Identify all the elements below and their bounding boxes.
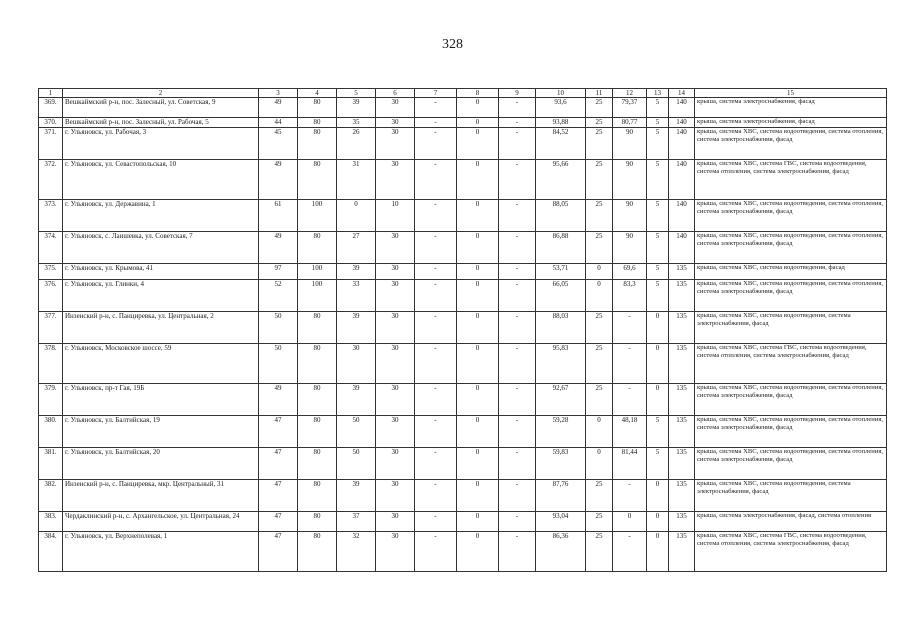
value-cell: 26 xyxy=(337,128,376,160)
value-cell: 135 xyxy=(669,312,695,344)
value-cell: 0 xyxy=(457,264,499,280)
value-cell: 10 xyxy=(376,200,415,232)
column-header-1: 1 xyxy=(39,89,63,98)
value-cell: 5 xyxy=(647,448,669,480)
value-cell: - xyxy=(499,532,536,572)
value-cell: 135 xyxy=(669,344,695,384)
value-cell: 86,36 xyxy=(536,532,586,572)
value-cell: 90 xyxy=(613,160,647,200)
value-cell: 90 xyxy=(613,128,647,160)
column-header-9: 9 xyxy=(499,89,536,98)
value-cell: 30 xyxy=(376,98,415,118)
value-cell: 0 xyxy=(457,532,499,572)
address-cell: г. Ульяновск, ул. Балтийская, 19 xyxy=(63,416,259,448)
value-cell: 44 xyxy=(259,118,298,128)
value-cell: 0 xyxy=(457,384,499,416)
works-cell: крыша, система электроснабжения, фасад xyxy=(695,118,887,128)
table-row xyxy=(39,264,887,280)
row-number: 369. xyxy=(39,98,63,118)
value-cell: 30 xyxy=(376,160,415,200)
value-cell: 88,03 xyxy=(536,312,586,344)
value-cell: 0 xyxy=(647,384,669,416)
table-row xyxy=(39,98,887,118)
value-cell: - xyxy=(499,312,536,344)
value-cell: 49 xyxy=(259,98,298,118)
table-row xyxy=(39,312,887,344)
works-cell: крыша, система ХВС, система водоотведения, система отопления, система электроснабжения, фасад xyxy=(695,448,887,480)
table-row xyxy=(39,480,887,512)
value-cell: 80 xyxy=(298,312,337,344)
address-cell: г. Ульяновск, ул. Рабочая, 3 xyxy=(63,128,259,160)
table-row xyxy=(39,118,887,128)
value-cell: 87,76 xyxy=(536,480,586,512)
value-cell: 86,88 xyxy=(536,232,586,264)
address-cell: г. Ульяновск, Московское шоссе, 59 xyxy=(63,344,259,384)
row-number: 384. xyxy=(39,532,63,572)
value-cell: 80 xyxy=(298,232,337,264)
address-cell: г. Ульяновск, ул. Державина, 1 xyxy=(63,200,259,232)
table-row xyxy=(39,128,887,160)
value-cell: 0 xyxy=(457,232,499,264)
value-cell: 61 xyxy=(259,200,298,232)
address-cell: г. Ульяновск, ул. Севастопольская, 10 xyxy=(63,160,259,200)
value-cell: - xyxy=(499,200,536,232)
works-cell: крыша, система ХВС, система водоотведения, система отопления, система электроснабжения, фасад xyxy=(695,232,887,264)
value-cell: - xyxy=(415,312,457,344)
table-row xyxy=(39,416,887,448)
value-cell: 25 xyxy=(586,118,613,128)
value-cell: 59,28 xyxy=(536,416,586,448)
address-cell: Вешкаймский р-н, пос. Залесный, ул. Советская, 9 xyxy=(63,98,259,118)
value-cell: 80 xyxy=(298,118,337,128)
value-cell: 30 xyxy=(376,264,415,280)
address-cell: Инзенский р-н, с. Панциревка, ул. Центральная, 2 xyxy=(63,312,259,344)
value-cell: 80 xyxy=(298,448,337,480)
value-cell: 30 xyxy=(376,480,415,512)
value-cell: 49 xyxy=(259,160,298,200)
value-cell: 90 xyxy=(613,200,647,232)
column-header-4: 4 xyxy=(298,89,337,98)
column-header-12: 12 xyxy=(613,89,647,98)
value-cell: 0 xyxy=(586,416,613,448)
column-header-7: 7 xyxy=(415,89,457,98)
value-cell: 95,66 xyxy=(536,160,586,200)
address-cell: Вешкаймский р-н, пос. Залесный, ул. Рабочая, 5 xyxy=(63,118,259,128)
header-row xyxy=(39,89,887,98)
row-number: 370. xyxy=(39,118,63,128)
value-cell: 0 xyxy=(586,448,613,480)
value-cell: 140 xyxy=(669,128,695,160)
value-cell: 25 xyxy=(586,532,613,572)
value-cell: - xyxy=(613,480,647,512)
value-cell: 135 xyxy=(669,384,695,416)
value-cell: 0 xyxy=(647,532,669,572)
value-cell: 80 xyxy=(298,480,337,512)
value-cell: 25 xyxy=(586,512,613,532)
value-cell: 80 xyxy=(298,512,337,532)
value-cell: 0 xyxy=(457,416,499,448)
address-cell: г. Ульяновск, ул. Крымова, 41 xyxy=(63,264,259,280)
value-cell: 25 xyxy=(586,200,613,232)
value-cell: 30 xyxy=(376,416,415,448)
value-cell: 0 xyxy=(457,512,499,532)
value-cell: 30 xyxy=(376,344,415,384)
value-cell: - xyxy=(415,200,457,232)
value-cell: 30 xyxy=(376,448,415,480)
value-cell: 5 xyxy=(647,232,669,264)
column-header-15: 15 xyxy=(695,89,887,98)
value-cell: 25 xyxy=(586,344,613,384)
value-cell: - xyxy=(499,160,536,200)
value-cell: 100 xyxy=(298,280,337,312)
value-cell: 25 xyxy=(586,480,613,512)
value-cell: - xyxy=(415,232,457,264)
value-cell: 97 xyxy=(259,264,298,280)
value-cell: 37 xyxy=(337,512,376,532)
value-cell: 30 xyxy=(376,118,415,128)
address-cell: г. Ульяновск, ул. Глинки, 4 xyxy=(63,280,259,312)
value-cell: 93,88 xyxy=(536,118,586,128)
value-cell: 50 xyxy=(337,448,376,480)
works-cell: крыша, система электроснабжения, фасад, система отопления xyxy=(695,512,887,532)
value-cell: 30 xyxy=(376,512,415,532)
value-cell: 0 xyxy=(647,512,669,532)
works-cell: крыша, система ХВС, система водоотведения, система отопления, система электроснабжения, фасад xyxy=(695,280,887,312)
value-cell: - xyxy=(415,384,457,416)
row-number: 380. xyxy=(39,416,63,448)
value-cell: - xyxy=(415,128,457,160)
works-cell: крыша, система ХВС, система водоотведения, фасад xyxy=(695,264,887,280)
table-row xyxy=(39,344,887,384)
value-cell: - xyxy=(415,160,457,200)
row-number: 376. xyxy=(39,280,63,312)
value-cell: 25 xyxy=(586,312,613,344)
row-number: 379. xyxy=(39,384,63,416)
table-row xyxy=(39,384,887,416)
table-row xyxy=(39,448,887,480)
value-cell: 93,6 xyxy=(536,98,586,118)
value-cell: 140 xyxy=(669,200,695,232)
value-cell: 47 xyxy=(259,480,298,512)
value-cell: 5 xyxy=(647,416,669,448)
address-cell: Чердаклинский р-н, с. Архангельское, ул. Центральная, 24 xyxy=(63,512,259,532)
value-cell: 47 xyxy=(259,532,298,572)
value-cell: 30 xyxy=(376,128,415,160)
value-cell: - xyxy=(613,532,647,572)
value-cell: - xyxy=(499,128,536,160)
works-cell: крыша, система электроснабжения, фасад xyxy=(695,98,887,118)
value-cell: 0 xyxy=(457,98,499,118)
value-cell: 39 xyxy=(337,264,376,280)
works-cell: крыша, система ХВС, система водоотведения, система отопления, система электроснабжения, фасад xyxy=(695,200,887,232)
table-body xyxy=(39,89,887,572)
value-cell: - xyxy=(415,344,457,384)
value-cell: 25 xyxy=(586,384,613,416)
value-cell: - xyxy=(415,416,457,448)
value-cell: 30 xyxy=(376,532,415,572)
column-header-3: 3 xyxy=(259,89,298,98)
value-cell: 135 xyxy=(669,480,695,512)
value-cell: 5 xyxy=(647,200,669,232)
value-cell: - xyxy=(415,448,457,480)
value-cell: 88,05 xyxy=(536,200,586,232)
value-cell: - xyxy=(499,280,536,312)
row-number: 381. xyxy=(39,448,63,480)
value-cell: 52 xyxy=(259,280,298,312)
value-cell: 30 xyxy=(376,312,415,344)
column-header-2: 2 xyxy=(63,89,259,98)
value-cell: - xyxy=(499,384,536,416)
value-cell: - xyxy=(415,280,457,312)
address-cell: г. Ульяновск, пр-т Гая, 19Б xyxy=(63,384,259,416)
value-cell: - xyxy=(499,232,536,264)
table-row xyxy=(39,280,887,312)
value-cell: 50 xyxy=(259,312,298,344)
value-cell: 80 xyxy=(298,344,337,384)
value-cell: 135 xyxy=(669,532,695,572)
value-cell: 140 xyxy=(669,98,695,118)
value-cell: 30 xyxy=(337,344,376,384)
value-cell: - xyxy=(415,480,457,512)
value-cell: - xyxy=(613,384,647,416)
value-cell: 39 xyxy=(337,98,376,118)
value-cell: 0 xyxy=(457,448,499,480)
value-cell: 100 xyxy=(298,200,337,232)
value-cell: 32 xyxy=(337,532,376,572)
value-cell: 140 xyxy=(669,160,695,200)
value-cell: 0 xyxy=(647,312,669,344)
value-cell: 135 xyxy=(669,416,695,448)
value-cell: 92,67 xyxy=(536,384,586,416)
value-cell: - xyxy=(499,480,536,512)
value-cell: 0 xyxy=(457,200,499,232)
value-cell: 80 xyxy=(298,416,337,448)
address-cell: г. Ульяновск, ул. Балтийская, 20 xyxy=(63,448,259,480)
works-cell: крыша, система ХВС, система ГВС, система водоотведения, система отопления, система электроснабжения, фасад xyxy=(695,532,887,572)
value-cell: 0 xyxy=(457,280,499,312)
value-cell: 0 xyxy=(457,118,499,128)
value-cell: 83,3 xyxy=(613,280,647,312)
value-cell: 25 xyxy=(586,232,613,264)
value-cell: 135 xyxy=(669,512,695,532)
value-cell: 39 xyxy=(337,312,376,344)
value-cell: 53,71 xyxy=(536,264,586,280)
column-header-11: 11 xyxy=(586,89,613,98)
table-row xyxy=(39,532,887,572)
value-cell: 45 xyxy=(259,128,298,160)
column-header-10: 10 xyxy=(536,89,586,98)
value-cell: - xyxy=(613,344,647,384)
row-number: 383. xyxy=(39,512,63,532)
value-cell: 0 xyxy=(613,512,647,532)
register-table xyxy=(38,88,887,572)
value-cell: 0 xyxy=(457,128,499,160)
value-cell: - xyxy=(613,312,647,344)
value-cell: 0 xyxy=(586,280,613,312)
works-cell: крыша, система ХВС, система ГВС, система водоотведения, система отопления, система электроснабжения, фасад xyxy=(695,160,887,200)
value-cell: 47 xyxy=(259,448,298,480)
value-cell: - xyxy=(499,512,536,532)
value-cell: 135 xyxy=(669,280,695,312)
row-number: 378. xyxy=(39,344,63,384)
value-cell: 49 xyxy=(259,232,298,264)
value-cell: 84,52 xyxy=(536,128,586,160)
value-cell: 80 xyxy=(298,384,337,416)
value-cell: 79,37 xyxy=(613,98,647,118)
value-cell: 5 xyxy=(647,98,669,118)
value-cell: 33 xyxy=(337,280,376,312)
value-cell: 140 xyxy=(669,118,695,128)
value-cell: 35 xyxy=(337,118,376,128)
value-cell: 0 xyxy=(647,344,669,384)
value-cell: - xyxy=(499,344,536,384)
value-cell: 80 xyxy=(298,160,337,200)
value-cell: 80,77 xyxy=(613,118,647,128)
table-row xyxy=(39,160,887,200)
value-cell: 95,83 xyxy=(536,344,586,384)
value-cell: 5 xyxy=(647,160,669,200)
row-number: 375. xyxy=(39,264,63,280)
value-cell: 80 xyxy=(298,128,337,160)
value-cell: 30 xyxy=(376,384,415,416)
value-cell: 30 xyxy=(376,280,415,312)
value-cell: 49 xyxy=(259,384,298,416)
works-cell: крыша, система ХВС, система водоотведения, система отопления, система электроснабжения, фасад xyxy=(695,384,887,416)
address-cell: Инзенский р-н, с. Панциревка, мкр. Центральный, 31 xyxy=(63,480,259,512)
value-cell: - xyxy=(415,264,457,280)
column-header-14: 14 xyxy=(669,89,695,98)
value-cell: 59,83 xyxy=(536,448,586,480)
row-number: 373. xyxy=(39,200,63,232)
value-cell: - xyxy=(499,264,536,280)
column-header-6: 6 xyxy=(376,89,415,98)
value-cell: 135 xyxy=(669,264,695,280)
value-cell: 39 xyxy=(337,384,376,416)
value-cell: - xyxy=(499,416,536,448)
value-cell: 39 xyxy=(337,480,376,512)
value-cell: 80 xyxy=(298,98,337,118)
value-cell: 0 xyxy=(457,160,499,200)
works-cell: крыша, система ХВС, система водоотведения, система отопления, система электроснабжения, фасад xyxy=(695,416,887,448)
value-cell: 0 xyxy=(457,312,499,344)
value-cell: 0 xyxy=(337,200,376,232)
value-cell: 0 xyxy=(647,480,669,512)
value-cell: 81,44 xyxy=(613,448,647,480)
value-cell: 5 xyxy=(647,264,669,280)
address-cell: г. Ульяновск, с. Лаишевка, ул. Советская, 7 xyxy=(63,232,259,264)
value-cell: 5 xyxy=(647,128,669,160)
value-cell: 69,6 xyxy=(613,264,647,280)
value-cell: 93,04 xyxy=(536,512,586,532)
value-cell: 5 xyxy=(647,280,669,312)
table-row xyxy=(39,232,887,264)
address-cell: г. Ульяновск, ул. Верхнеполевая, 1 xyxy=(63,532,259,572)
value-cell: 25 xyxy=(586,128,613,160)
value-cell: 50 xyxy=(259,344,298,384)
value-cell: 25 xyxy=(586,160,613,200)
value-cell: 100 xyxy=(298,264,337,280)
value-cell: 27 xyxy=(337,232,376,264)
table-row xyxy=(39,200,887,232)
value-cell: 66,05 xyxy=(536,280,586,312)
row-number: 374. xyxy=(39,232,63,264)
column-header-5: 5 xyxy=(337,89,376,98)
value-cell: - xyxy=(415,532,457,572)
row-number: 372. xyxy=(39,160,63,200)
value-cell: 25 xyxy=(586,98,613,118)
works-cell: крыша, система ХВС, система водоотведения, система электроснабжения, фасад xyxy=(695,312,887,344)
value-cell: 140 xyxy=(669,232,695,264)
value-cell: 0 xyxy=(457,480,499,512)
column-header-13: 13 xyxy=(647,89,669,98)
value-cell: 50 xyxy=(337,416,376,448)
value-cell: - xyxy=(499,98,536,118)
value-cell: - xyxy=(415,98,457,118)
value-cell: 47 xyxy=(259,416,298,448)
table-row xyxy=(39,512,887,532)
row-number: 377. xyxy=(39,312,63,344)
value-cell: - xyxy=(499,448,536,480)
value-cell: 0 xyxy=(586,264,613,280)
value-cell: - xyxy=(415,512,457,532)
value-cell: 5 xyxy=(647,118,669,128)
value-cell: 31 xyxy=(337,160,376,200)
value-cell: - xyxy=(499,118,536,128)
value-cell: 30 xyxy=(376,232,415,264)
value-cell: 48,18 xyxy=(613,416,647,448)
row-number: 382. xyxy=(39,480,63,512)
works-cell: крыша, система ХВС, система ГВС, система водоотведения, система отопления, система электроснабжения, фасад xyxy=(695,344,887,384)
works-cell: крыша, система ХВС, система водоотведения, система электроснабжения, фасад xyxy=(695,480,887,512)
value-cell: 0 xyxy=(457,344,499,384)
column-header-8: 8 xyxy=(457,89,499,98)
value-cell: 90 xyxy=(613,232,647,264)
works-cell: крыша, система ХВС, система водоотведения, система отопления, система электроснабжения, фасад xyxy=(695,128,887,160)
value-cell: - xyxy=(415,118,457,128)
value-cell: 47 xyxy=(259,512,298,532)
row-number: 371. xyxy=(39,128,63,160)
page-number: 328 xyxy=(442,37,463,52)
value-cell: 80 xyxy=(298,532,337,572)
value-cell: 135 xyxy=(669,448,695,480)
